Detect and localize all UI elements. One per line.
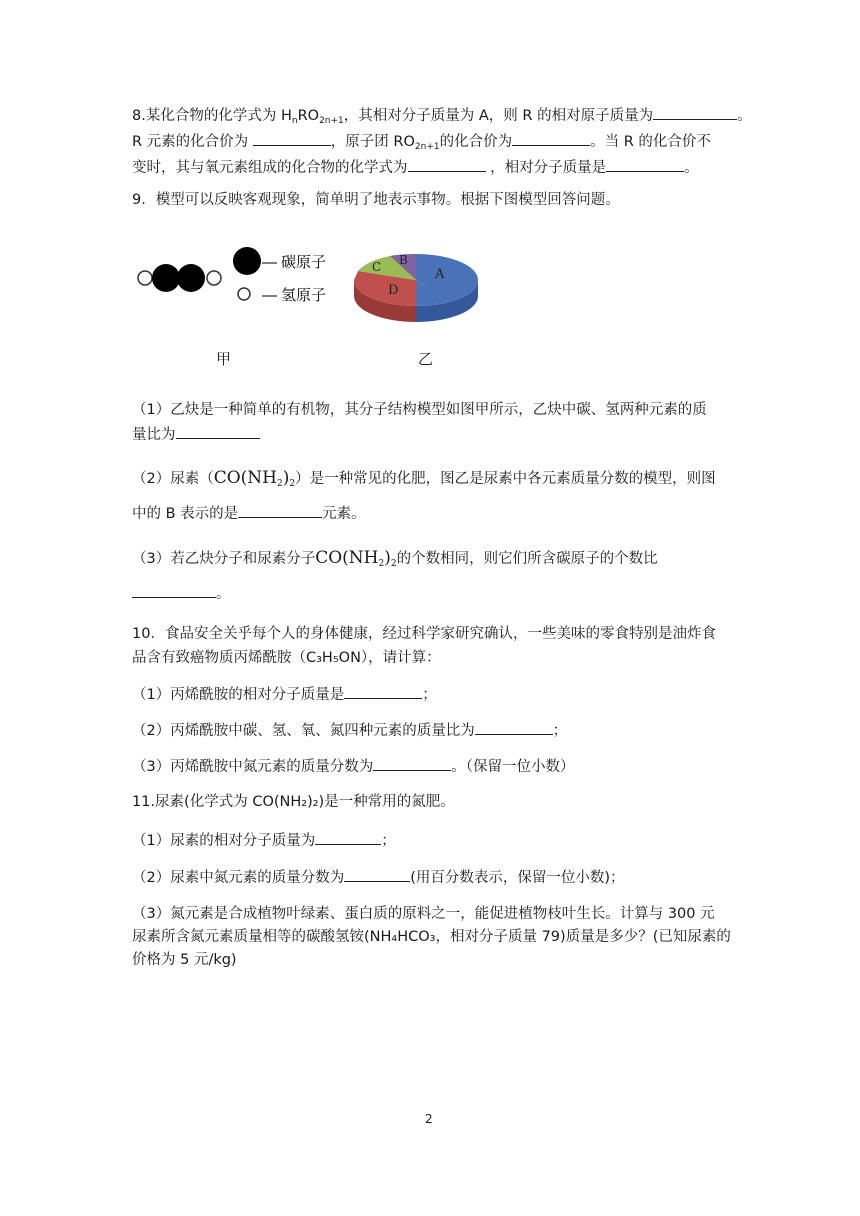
q11-text: （1）尿素的相对分子质量为 bbox=[132, 833, 316, 849]
legend-hydrogen-label: 氢原子 bbox=[281, 286, 327, 304]
q10-text: （3）丙烯酰胺中氮元素的质量分数为 bbox=[132, 759, 374, 775]
subscript: 2 bbox=[390, 559, 397, 569]
q8-line-1 bbox=[132, 104, 752, 131]
answer-blank[interactable] bbox=[238, 502, 322, 518]
q8-text: ，原子团 RO bbox=[330, 134, 415, 150]
hydrogen-atom bbox=[207, 271, 221, 285]
urea-formula: CO(NH bbox=[315, 548, 379, 568]
subscript: 2n+1 bbox=[319, 116, 344, 126]
subscript: 2 bbox=[277, 479, 283, 489]
q8-text: ，相对分子质量是 bbox=[485, 160, 607, 176]
q9-text: 元素。 bbox=[322, 506, 366, 522]
q8-text: 。 bbox=[737, 108, 752, 124]
q9-text: （3）若乙炔分子和尿素分子 bbox=[132, 551, 316, 567]
q9-text: 中的 B 表示的是 bbox=[132, 506, 239, 522]
hydrogen-atom bbox=[138, 271, 152, 285]
q9-part3-line2 bbox=[132, 582, 231, 604]
q9-text: ）是一种常见的化肥，图乙是尿素中各元素质量分数的模型，则图 bbox=[295, 471, 716, 487]
q10-part2 bbox=[132, 719, 567, 741]
urea-mass-fraction-pie bbox=[346, 238, 486, 338]
legend-carbon-dash: — bbox=[262, 254, 277, 271]
q8-text: 变时，其与氧元素组成的化合物的化学式为 bbox=[132, 160, 408, 176]
pie-label-a: A bbox=[435, 267, 445, 282]
answer-blank[interactable] bbox=[132, 582, 216, 598]
legend-hydrogen-icon bbox=[238, 288, 250, 300]
subscript: 2n+1 bbox=[414, 142, 440, 152]
pie-label-d: D bbox=[388, 283, 399, 298]
q11-part3-line3: 价格为 5 元/kg) bbox=[132, 952, 237, 968]
answer-blank[interactable] bbox=[344, 683, 422, 699]
q10-part3 bbox=[132, 755, 574, 777]
page-number: 2 bbox=[425, 1112, 433, 1126]
q9-part2-line1 bbox=[132, 468, 716, 494]
legend-carbon-label: 碳原子 bbox=[281, 253, 327, 271]
q10-text: ； bbox=[552, 723, 568, 739]
answer-blank[interactable] bbox=[176, 423, 260, 439]
answer-blank[interactable] bbox=[408, 156, 486, 172]
q8-text: R 元素的化合价为 bbox=[132, 134, 253, 150]
q11-part3-line2: 尿素所含氮元素质量相等的碳酸氢铵(NH₄HCO₃，相对分子质量 79)质量是多少？(已知尿素的 bbox=[132, 929, 731, 945]
answer-blank[interactable] bbox=[344, 866, 410, 882]
answer-blank[interactable] bbox=[253, 130, 331, 146]
caption-yi: 乙 bbox=[418, 350, 434, 368]
q11-text: （2）尿素中氮元素的质量分数为 bbox=[132, 870, 345, 886]
subscript: 2 bbox=[289, 479, 296, 489]
q8-line-3 bbox=[132, 156, 699, 178]
q10-text: （1）丙烯酰胺的相对分子质量是 bbox=[132, 687, 345, 703]
carbon-atom bbox=[177, 264, 205, 292]
legend-hydrogen-dash: — bbox=[262, 287, 277, 304]
q11-part3-line1: （3）氮元素是合成植物叶绿素、蛋白质的原料之一，能促进植物枝叶生长。计算与 300 元 bbox=[132, 906, 715, 922]
caption-jia: 甲 bbox=[216, 350, 232, 368]
answer-blank[interactable] bbox=[475, 719, 553, 735]
q9-part1-line2 bbox=[132, 423, 260, 445]
q9-text: 量比为 bbox=[132, 427, 176, 443]
q10-text: 。（保留一位小数） bbox=[451, 759, 575, 775]
q8-line-2 bbox=[132, 130, 711, 157]
pie-label-b: B bbox=[399, 253, 408, 267]
legend-carbon-icon bbox=[233, 247, 261, 275]
q11-part2 bbox=[132, 866, 625, 888]
acetylene-model-figure bbox=[134, 242, 344, 322]
q10-part1 bbox=[132, 683, 437, 705]
q10-text: ； bbox=[422, 687, 437, 703]
q9-text: （2）尿素（ bbox=[132, 471, 214, 487]
q11-text: ； bbox=[381, 833, 396, 849]
urea-formula: ) bbox=[282, 468, 290, 488]
answer-blank[interactable] bbox=[653, 104, 737, 120]
q10-intro-line2: 品含有致癌物质丙烯酰胺（C₃H₅ON），请计算： bbox=[132, 650, 441, 666]
q9-part3-line1 bbox=[132, 548, 658, 574]
q10-intro-line1: 10．食品安全关乎每个人的身体健康，经过科学家研究确认，一些美味的零食特别是油炸食 bbox=[132, 626, 716, 642]
q11-part1 bbox=[132, 829, 396, 851]
urea-formula: CO(NH bbox=[213, 468, 278, 488]
q9-part2-line2 bbox=[132, 502, 366, 524]
q11-intro: 11.尿素(化学式为 CO(NH₂)₂)是一种常用的氮肥。 bbox=[132, 794, 455, 810]
q8-text: RO bbox=[297, 108, 320, 124]
q9-text: 。 bbox=[216, 586, 231, 602]
urea-formula: ) bbox=[384, 548, 391, 568]
q9-part1-line1: （1）乙炔是一种简单的有机物，其分子结构模型如图甲所示，乙炔中碳、氢两种元素的质 bbox=[132, 402, 707, 418]
q8-text: ，其相对分子质量为 A，则 R 的相对原子质量为 bbox=[343, 108, 654, 124]
answer-blank[interactable] bbox=[512, 130, 590, 146]
q9-intro: 9．模型可以反映客观现象，简单明了地表示事物。根据下图模型回答问题。 bbox=[132, 192, 620, 208]
subscript: n bbox=[291, 116, 298, 126]
answer-blank[interactable] bbox=[315, 829, 381, 845]
q10-text: （2）丙烯酰胺中碳、氢、氧、氮四种元素的质量比为 bbox=[132, 723, 475, 739]
answer-blank[interactable] bbox=[373, 755, 451, 771]
q8-text: 。 bbox=[684, 160, 699, 176]
carbon-atom bbox=[152, 264, 180, 292]
q9-text: 的个数相同，则它们所含碳原子的个数比 bbox=[396, 551, 658, 567]
q11-text: (用百分数表示，保留一位小数)； bbox=[410, 870, 625, 886]
q8-text: 8.某化合物的化学式为 H bbox=[132, 108, 292, 124]
q8-text: 。当 R 的化合价不 bbox=[590, 134, 711, 150]
answer-blank[interactable] bbox=[606, 156, 684, 172]
pie-label-c: C bbox=[372, 260, 382, 274]
subscript: 2 bbox=[378, 559, 385, 569]
q8-text: 的化合价为 bbox=[439, 134, 513, 150]
